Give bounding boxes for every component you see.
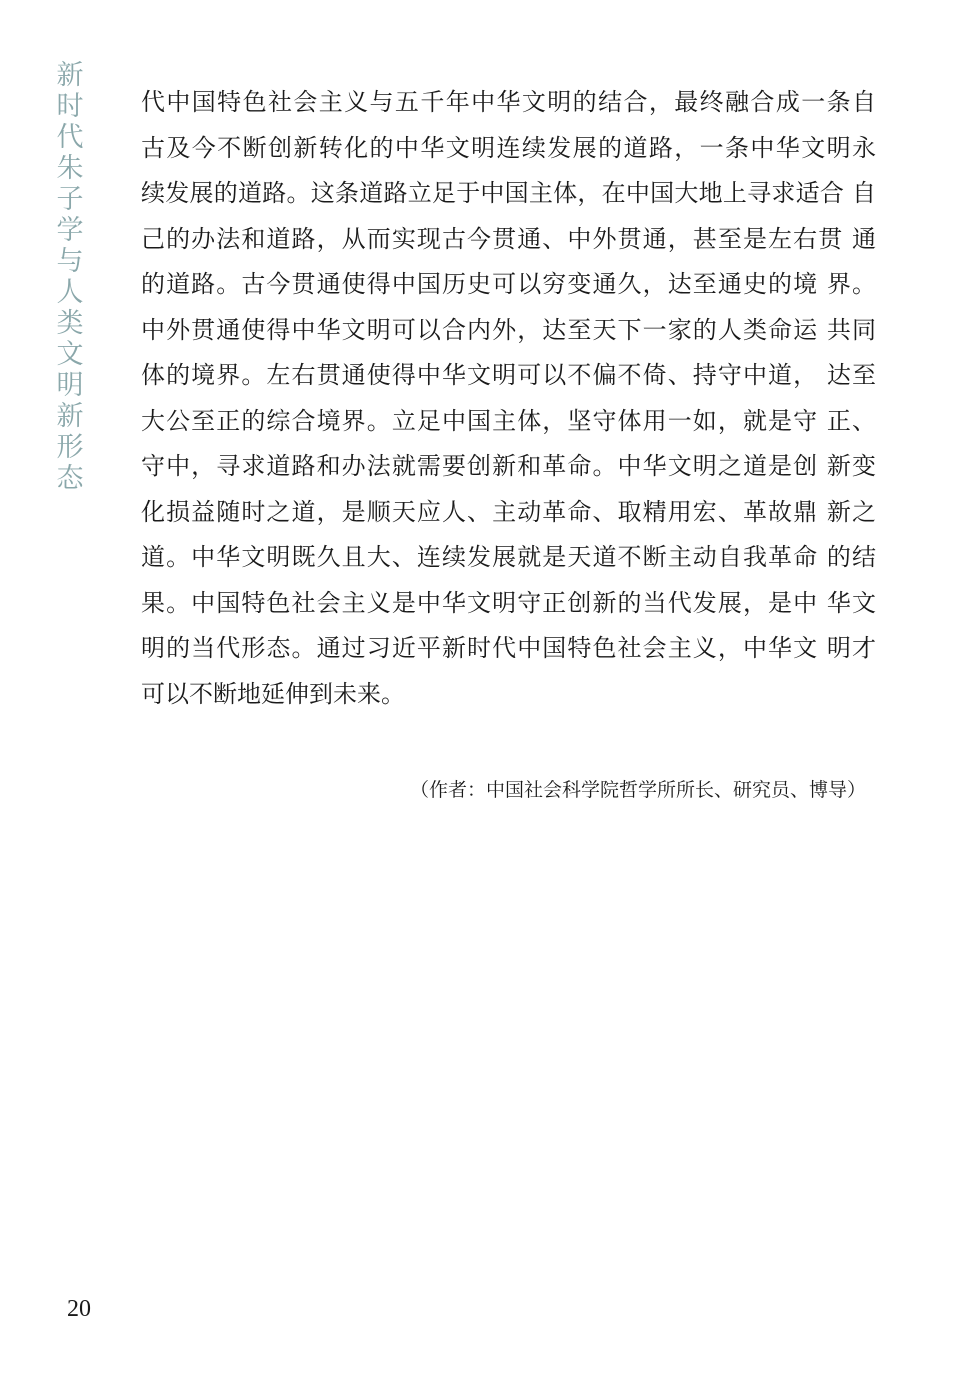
body-line: 中外贯通使得中华文明可以合内外，达至天下一家的人类命运 共同 [141,315,876,344]
running-title-char: 新 [56,401,84,432]
running-title-char: 文 [56,339,84,370]
running-title [52,60,88,494]
body-line: 守中，寻求道路和办法就需要创新和革命。中华文明之道是创 新变 [141,452,876,480]
running-title-char: 明 [56,370,84,401]
running-title-char: 态 [56,463,84,494]
body-line: 果。中国特色社会主义是中华文明守正创新的当代发展，是中 华文 [141,588,876,617]
body-line: 道。中华文明既久且大、连续发展就是天道不断主动自我革命 的结 [141,543,876,571]
body-line: 体的境界。左右贯通使得中华文明可以不偏不倚、持守中道， 达至 [141,361,876,389]
body-line: 可以不断地延伸到未来。 [141,679,405,708]
running-title-char: 人 [56,277,84,308]
running-title-char: 朱 [56,153,84,184]
body-line: 己的办法和道路，从而实现古今贯通、中外贯通，甚至是左右贯 通 [141,224,876,253]
body-line: 古及今不断创新转化的中华文明连续发展的道路，一条中华文明永 [141,133,876,162]
body-line: 续发展的道路。这条道路立足于中国主体，在中国大地上寻求适合 自 [141,179,876,207]
running-title-char: 时 [56,91,84,122]
running-title-char: 子 [56,184,84,215]
body-line: 的道路。古今贯通使得中国历史可以穷变通久，达至通史的境 界。 [141,270,876,298]
running-title-char: 与 [56,246,84,277]
running-title-char: 形 [56,432,84,463]
body-line: 明的当代形态。通过习近平新时代中国特色社会主义，中华文 明才 [141,634,876,662]
running-title-char: 新 [56,60,84,91]
running-title-char: 类 [56,308,84,339]
running-title-char: 学 [56,215,84,246]
running-title-char: 代 [56,122,84,153]
body-line: 大公至正的综合境界。立足中国主体，坚守体用一如，就是守 正、 [141,406,876,435]
author-note: （作者：中国社会科学院哲学所所长、研究员、博导） [409,779,866,801]
page-number: 20 [67,1296,91,1322]
body-paragraph [141,80,876,717]
body-line: 化损益随时之道，是顺天应人、主动革命、取精用宏、革故鼎 新之 [141,497,876,526]
body-line: 代中国特色社会主义与五千年中华文明的结合，最终融合成一条自 [141,88,876,116]
